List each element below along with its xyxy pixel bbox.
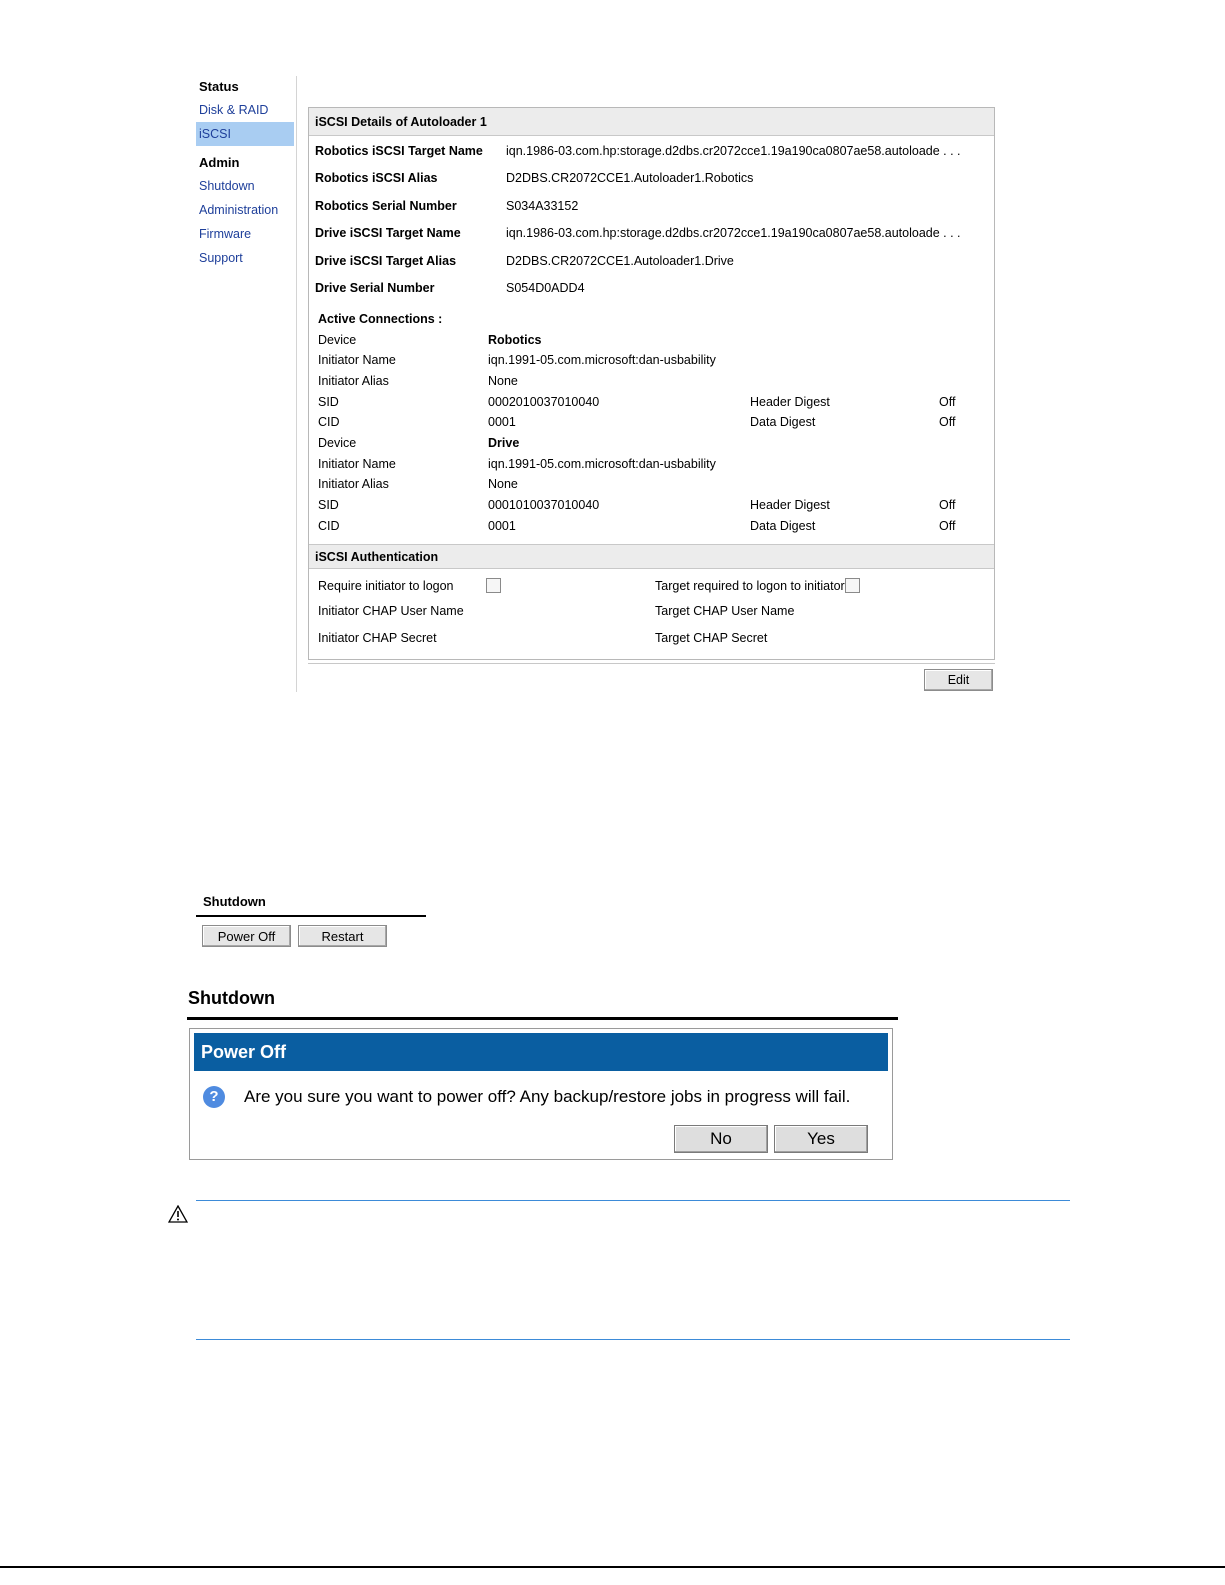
detail-label: Drive iSCSI Target Alias (315, 254, 457, 268)
power-off-dialog-message: Are you sure you want to power off? Any backup/restore jobs in progress will fail. (244, 1087, 851, 1106)
data-digest-value: Off (939, 415, 956, 429)
header-digest-label: Header Digest (750, 498, 830, 512)
connection-row (318, 517, 978, 535)
detail-label: Drive Serial Number (315, 281, 435, 295)
detail-value: D2DBS.CR2072CCE1.Autoloader1.Robotics (506, 171, 754, 185)
cid-value: 0001 (488, 519, 516, 533)
connection-row (318, 372, 978, 390)
power-off-dialog-title: Power Off (194, 1033, 888, 1071)
sidebar-heading-admin: Admin (199, 155, 240, 170)
target-chap-user-label: Target CHAP User Name (655, 604, 795, 618)
initiator-name-label: Initiator Name (318, 457, 396, 471)
device-value: Robotics (488, 333, 542, 347)
sidebar-item-administration[interactable]: Administration (199, 203, 279, 217)
sid-value: 0002010037010040 (488, 395, 600, 409)
sidebar-item-support[interactable]: Support (199, 251, 243, 265)
initiator-alias-value: None (488, 374, 518, 388)
sidebar-item-iscsi[interactable]: iSCSI (196, 122, 294, 146)
sidebar-nav (196, 76, 294, 270)
shutdown-dialog-section-title: Shutdown (188, 988, 275, 1008)
connection-row (318, 331, 978, 349)
initiator-name-label: Initiator Name (318, 353, 396, 367)
edit-button[interactable]: Edit (924, 669, 993, 691)
target-required-logon-label: Target required to logon to initiator (655, 579, 845, 593)
device-value: Drive (488, 436, 520, 450)
require-initiator-logon-checkbox[interactable] (486, 578, 501, 593)
auth-row (318, 602, 978, 620)
caution-top-rule (196, 1200, 1070, 1201)
target-chap-secret-label: Target CHAP Secret (655, 631, 768, 645)
cid-label: CID (318, 415, 340, 429)
panel-footer-line (308, 663, 995, 664)
no-button[interactable]: No (674, 1125, 768, 1153)
connection-row (318, 393, 978, 411)
detail-value: S034A33152 (506, 199, 579, 213)
sidebar-item-disk-raid[interactable]: Disk & RAID (199, 103, 269, 117)
connection-row (318, 413, 978, 431)
sid-value: 0001010037010040 (488, 498, 600, 512)
sidebar-item-shutdown[interactable]: Shutdown (199, 179, 255, 193)
iscsi-auth-title: iSCSI Authentication (309, 544, 994, 569)
connection-row (318, 434, 978, 452)
auth-row (318, 629, 978, 647)
active-connections-heading: Active Connections : (318, 312, 443, 326)
shutdown-dialog-underline (187, 1017, 898, 1020)
initiator-alias-value: None (488, 477, 518, 491)
header-digest-value: Off (939, 395, 956, 409)
target-required-logon-checkbox[interactable] (845, 578, 860, 593)
header-digest-value: Off (939, 498, 956, 512)
header-digest-label: Header Digest (750, 395, 830, 409)
initiator-name-value: iqn.1991-05.com.microsoft:dan-usbability (488, 353, 716, 367)
sid-label: SID (318, 395, 339, 409)
sidebar-divider (296, 76, 297, 692)
data-digest-label: Data Digest (750, 519, 816, 533)
detail-value: D2DBS.CR2072CCE1.Autoloader1.Drive (506, 254, 734, 268)
detail-label: Robotics iSCSI Target Name (315, 144, 483, 158)
data-digest-label: Data Digest (750, 415, 816, 429)
detail-label: Drive iSCSI Target Name (315, 226, 461, 240)
initiator-chap-user-label: Initiator CHAP User Name (318, 604, 464, 618)
connection-row (318, 475, 978, 493)
detail-label: Robotics iSCSI Alias (315, 171, 438, 185)
detail-value: iqn.1986-03.com.hp:storage.d2dbs.cr2072cce1.19a190ca0807ae58.autoloade . . . (506, 144, 961, 158)
cid-label: CID (318, 519, 340, 533)
shutdown-small-title: Shutdown (203, 894, 266, 909)
sid-label: SID (318, 498, 339, 512)
detail-label: Robotics Serial Number (315, 199, 457, 213)
initiator-chap-secret-label: Initiator CHAP Secret (318, 631, 437, 645)
detail-value: iqn.1986-03.com.hp:storage.d2dbs.cr2072cce1.19a190ca0807ae58.autoloade . . . (506, 226, 961, 240)
power-off-button[interactable]: Power Off (202, 925, 291, 947)
warning-icon (168, 1205, 188, 1228)
question-icon: ? (203, 1086, 225, 1108)
detail-value: S054D0ADD4 (506, 281, 585, 295)
device-label: Device (318, 333, 357, 347)
connection-row (318, 496, 978, 514)
power-off-dialog (189, 1028, 893, 1160)
connection-row (318, 351, 978, 369)
caution-bottom-rule (196, 1339, 1070, 1340)
initiator-alias-label: Initiator Alias (318, 374, 389, 388)
iscsi-details-panel (308, 107, 995, 660)
connection-row (318, 455, 978, 473)
require-initiator-logon-label: Require initiator to logon (318, 579, 454, 593)
initiator-name-value: iqn.1991-05.com.microsoft:dan-usbability (488, 457, 716, 471)
shutdown-small-underline (196, 915, 426, 917)
yes-button[interactable]: Yes (774, 1125, 868, 1153)
restart-button[interactable]: Restart (298, 925, 387, 947)
cid-value: 0001 (488, 415, 516, 429)
auth-row (318, 577, 978, 595)
iscsi-details-title: iSCSI Details of Autoloader 1 (309, 108, 994, 136)
data-digest-value: Off (939, 519, 956, 533)
sidebar-heading-status: Status (199, 79, 239, 94)
initiator-alias-label: Initiator Alias (318, 477, 389, 491)
page-bottom-rule (0, 1566, 1225, 1568)
sidebar-item-firmware[interactable]: Firmware (199, 227, 252, 241)
device-label: Device (318, 436, 357, 450)
